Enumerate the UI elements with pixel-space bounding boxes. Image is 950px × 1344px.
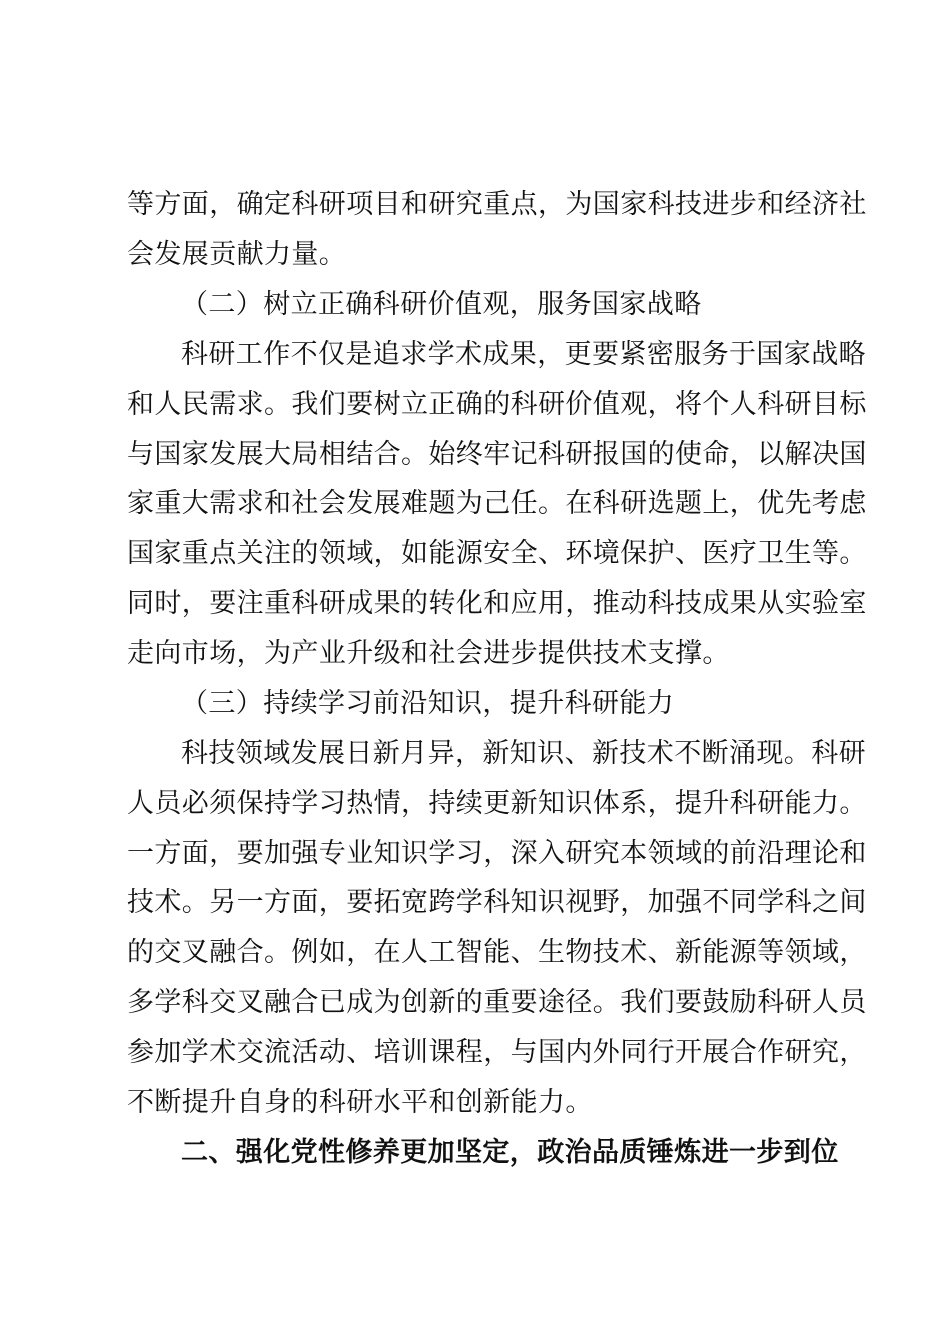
paragraph-line: 多学科交叉融合已成为创新的重要途径。我们要鼓励科研人员	[127, 987, 867, 1018]
section-heading-2: （二）树立正确科研价值观，服务国家战略	[181, 289, 702, 320]
paragraph-line: 科研工作不仅是追求学术成果，更要紧密服务于国家战略	[181, 339, 866, 370]
paragraph-line: 科技领域发展日新月异，新知识、新技术不断涌现。科研	[181, 738, 866, 769]
paragraph-line: 等方面，确定科研项目和研究重点，为国家科技进步和经济社	[127, 189, 867, 220]
paragraph-line: 技术。另一方面，要拓宽跨学科知识视野，加强不同学科之间	[127, 887, 867, 918]
paragraph-line: 与国家发展大局相结合。始终牢记科研报国的使命，以解决国	[127, 439, 867, 470]
paragraph-line: 人员必须保持学习热情，持续更新知识体系，提升科研能力。	[127, 788, 867, 819]
paragraph-line: 一方面，要加强专业知识学习，深入研究本领域的前沿理论和	[127, 838, 867, 869]
section-heading-3: （三）持续学习前沿知识，提升科研能力	[181, 688, 675, 719]
paragraph-line: 走向市场，为产业升级和社会进步提供技术支撑。	[127, 638, 730, 669]
paragraph-line: 不断提升自身的科研水平和创新能力。	[127, 1087, 593, 1118]
paragraph-line: 家重大需求和社会发展难题为己任。在科研选题上，优先考虑	[127, 488, 867, 519]
paragraph-line: 和人民需求。我们要树立正确的科研价值观，将个人科研目标	[127, 389, 867, 420]
paragraph-line: 同时，要注重科研成果的转化和应用，推动科技成果从实验室	[127, 588, 867, 619]
paragraph-line: 国家重点关注的领域，如能源安全、环境保护、医疗卫生等。	[127, 538, 867, 569]
chapter-heading-2: 二、强化党性修养更加坚定，政治品质锤炼进一步到位	[181, 1137, 839, 1168]
paragraph-line: 会发展贡献力量。	[127, 239, 347, 270]
paragraph-line: 参加学术交流活动、培训课程，与国内外同行开展合作研究，	[127, 1037, 867, 1068]
paragraph-line: 的交叉融合。例如，在人工智能、生物技术、新能源等领域，	[127, 937, 867, 968]
